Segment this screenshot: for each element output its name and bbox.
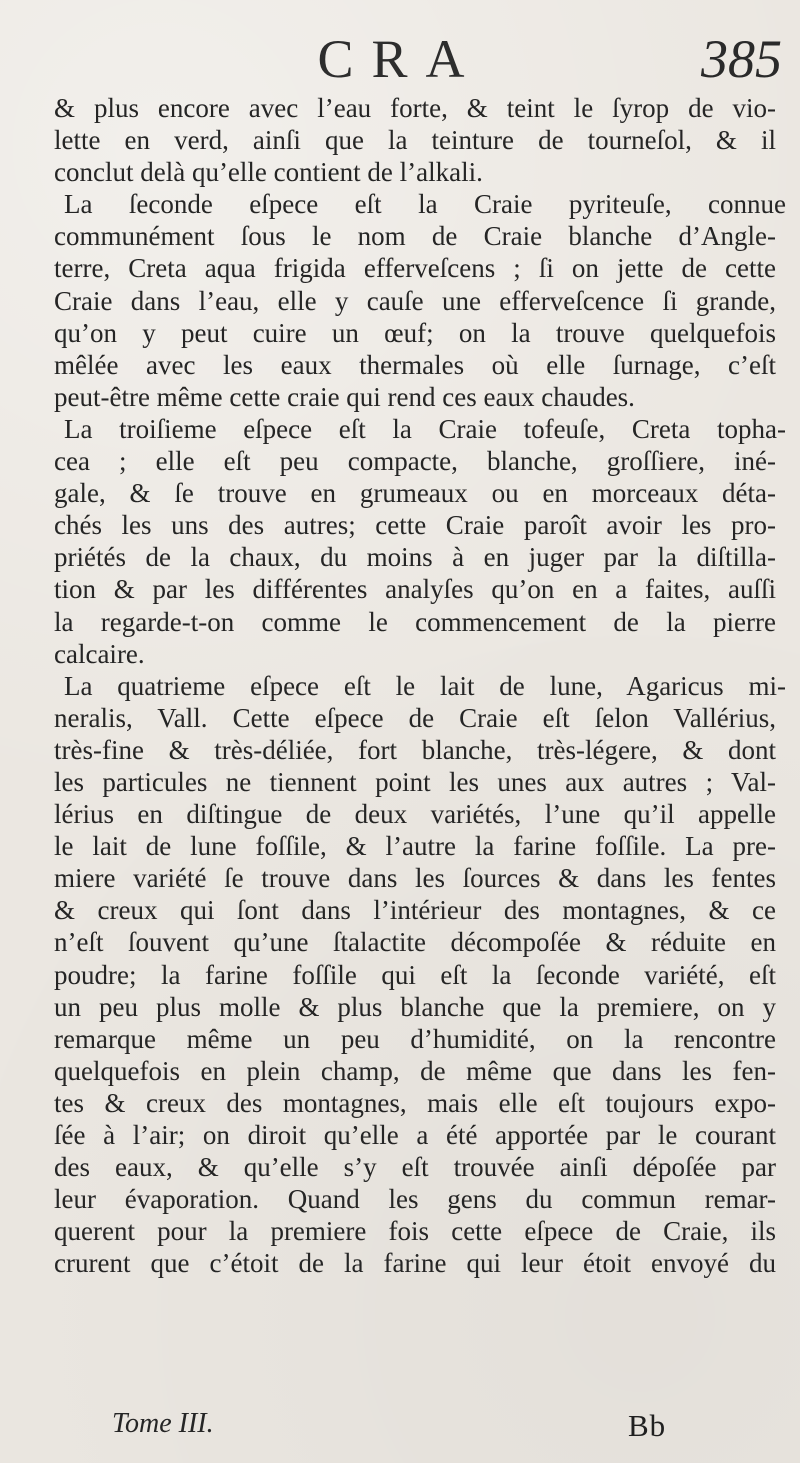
text-line-content: chés les uns des autres; cette Craie paroît avoir les pro- xyxy=(54,510,776,541)
text-line xyxy=(54,573,776,605)
text-line-content: peut-être même cette craie qui rend ces eaux chaudes. xyxy=(54,381,635,412)
text-line-content: la regarde-t-on comme le commencement de la pierre xyxy=(54,606,776,637)
text-line-content: neralis, Vall. Cette eſpece de Craie eſt ſelon Vallérius, xyxy=(54,702,776,733)
text-line xyxy=(54,285,776,317)
text-line xyxy=(54,959,776,991)
text-line xyxy=(54,509,776,541)
text-line-content: un peu plus molle & plus blanche que la premiere, on y xyxy=(54,991,776,1022)
text-line xyxy=(54,220,776,252)
text-line-content: La quatrieme eſpece eſt le lait de lune, Agaricus mi- xyxy=(64,670,786,701)
text-line xyxy=(54,1023,776,1055)
text-line-content: calcaire. xyxy=(54,638,145,669)
text-line-content: gale, & ſe trouve en grumeaux ou en morceaux déta- xyxy=(54,478,776,509)
text-line-content: tion & par les différentes analyſes qu’on en a faites, auſſi xyxy=(54,574,776,605)
text-line xyxy=(54,1119,776,1151)
text-line-content: les particules ne tiennent point les unes aux autres ; Val- xyxy=(54,766,776,797)
text-line xyxy=(54,702,776,734)
text-line-content: quelquefois en plein champ, de même que dans les fen- xyxy=(54,1055,776,1086)
text-line-content: & creux qui ſont dans l’intérieur des montagnes, & ce xyxy=(54,895,776,926)
text-line xyxy=(54,798,776,830)
text-line-content: le lait de lune foſſile, & l’autre la farine foſſile. La pre- xyxy=(54,831,776,862)
text-line-content: n’eſt ſouvent qu’une ſtalactite décompoſée & réduite en xyxy=(54,927,776,958)
text-line xyxy=(54,349,776,381)
text-line-content: remarque même un peu d’humidité, on la rencontre xyxy=(54,1023,776,1054)
text-line xyxy=(54,894,776,926)
page-footer xyxy=(0,1410,800,1450)
text-line-content: crurent que c’étoit de la farine qui leur étoit envoyé du xyxy=(54,1248,776,1279)
text-line xyxy=(54,991,776,1023)
text-line-content: qu’on y peut cuire un œuf; on la trouve quelquefois xyxy=(54,317,776,348)
text-line-content: Craie dans l’eau, elle y cauſe une efferveſcence ſi grande, xyxy=(54,285,776,316)
text-line-content: & plus encore avec l’eau forte, & teint le ſyrop de vio- xyxy=(54,93,776,123)
text-line xyxy=(54,1151,776,1183)
text-line xyxy=(54,477,776,509)
text-line xyxy=(54,92,776,124)
text-line-content: La ſeconde eſpece eſt la Craie pyriteuſe, connue xyxy=(64,189,786,220)
text-line-content: mêlée avec les eaux thermales où elle ſurnage, c’eſt xyxy=(54,349,776,380)
text-line-content: poudre; la farine foſſile qui eſt la ſeconde variété, eſt xyxy=(54,959,776,990)
signature-mark: Bb xyxy=(628,1408,667,1443)
text-line xyxy=(54,1087,776,1119)
text-line xyxy=(54,830,776,862)
text-line-content: cea ; elle eſt peu compacte, blanche, groſſiere, iné- xyxy=(54,446,776,477)
text-line-content: miere variété ſe trouve dans les ſources & dans les fentes xyxy=(54,863,776,894)
text-line xyxy=(54,606,776,638)
tome-label: Tome III. xyxy=(112,1408,214,1439)
text-line xyxy=(54,124,776,156)
text-line xyxy=(54,1247,776,1279)
text-line-content: ſée à l’air; on diroit qu’elle a été apportée par le courant xyxy=(54,1120,776,1150)
text-line-content: leur évaporation. Quand les gens du commun remar- xyxy=(54,1184,776,1215)
text-line-content: La troiſieme eſpece eſt la Craie tofeuſe, Creta topha- xyxy=(64,413,786,444)
text-line-content: terre, Creta aqua frigida efferveſcens ; ſi on jette de cette xyxy=(54,253,776,284)
page-number: 385 xyxy=(701,29,782,89)
text-line-content: communément ſous le nom de Craie blanche d’Angle- xyxy=(54,221,776,252)
text-line xyxy=(54,445,776,477)
text-line xyxy=(54,156,776,188)
running-head: CRA xyxy=(317,29,483,89)
text-line-content: conclut delà qu’elle contient de l’alkali. xyxy=(54,157,483,188)
text-line xyxy=(54,862,776,894)
text-line-content: tes & creux des montagnes, mais elle eſt toujours expo- xyxy=(54,1087,776,1118)
body-text xyxy=(54,92,786,1279)
text-line xyxy=(54,1183,776,1215)
text-line-content: priétés de la chaux, du moins à en juger par la diſtilla- xyxy=(54,542,776,573)
text-line-content: lette en verd, ainſi que la teinture de tourneſol, & il xyxy=(54,125,776,156)
text-line-content: très-fine & très-déliée, fort blanche, très-légere, & dont xyxy=(54,734,776,765)
text-line xyxy=(54,734,776,766)
text-line xyxy=(54,926,776,958)
text-line xyxy=(54,766,776,798)
text-line xyxy=(54,252,776,284)
text-line-content: querent pour la premiere fois cette eſpece de Craie, ils xyxy=(54,1216,776,1247)
text-line-content: lérius en diſtingue de deux variétés, l’une qu’il appelle xyxy=(54,799,776,830)
text-line xyxy=(54,188,786,220)
text-line xyxy=(54,541,776,573)
text-line xyxy=(54,1215,776,1247)
page-header xyxy=(0,22,800,92)
text-line xyxy=(54,1055,776,1087)
text-line xyxy=(54,413,786,445)
text-line xyxy=(54,381,776,413)
text-line-content: des eaux, & qu’elle s’y eſt trouvée ainſi dépoſée par xyxy=(54,1152,776,1183)
text-line xyxy=(54,317,776,349)
text-line xyxy=(54,638,776,670)
text-line xyxy=(54,670,786,702)
